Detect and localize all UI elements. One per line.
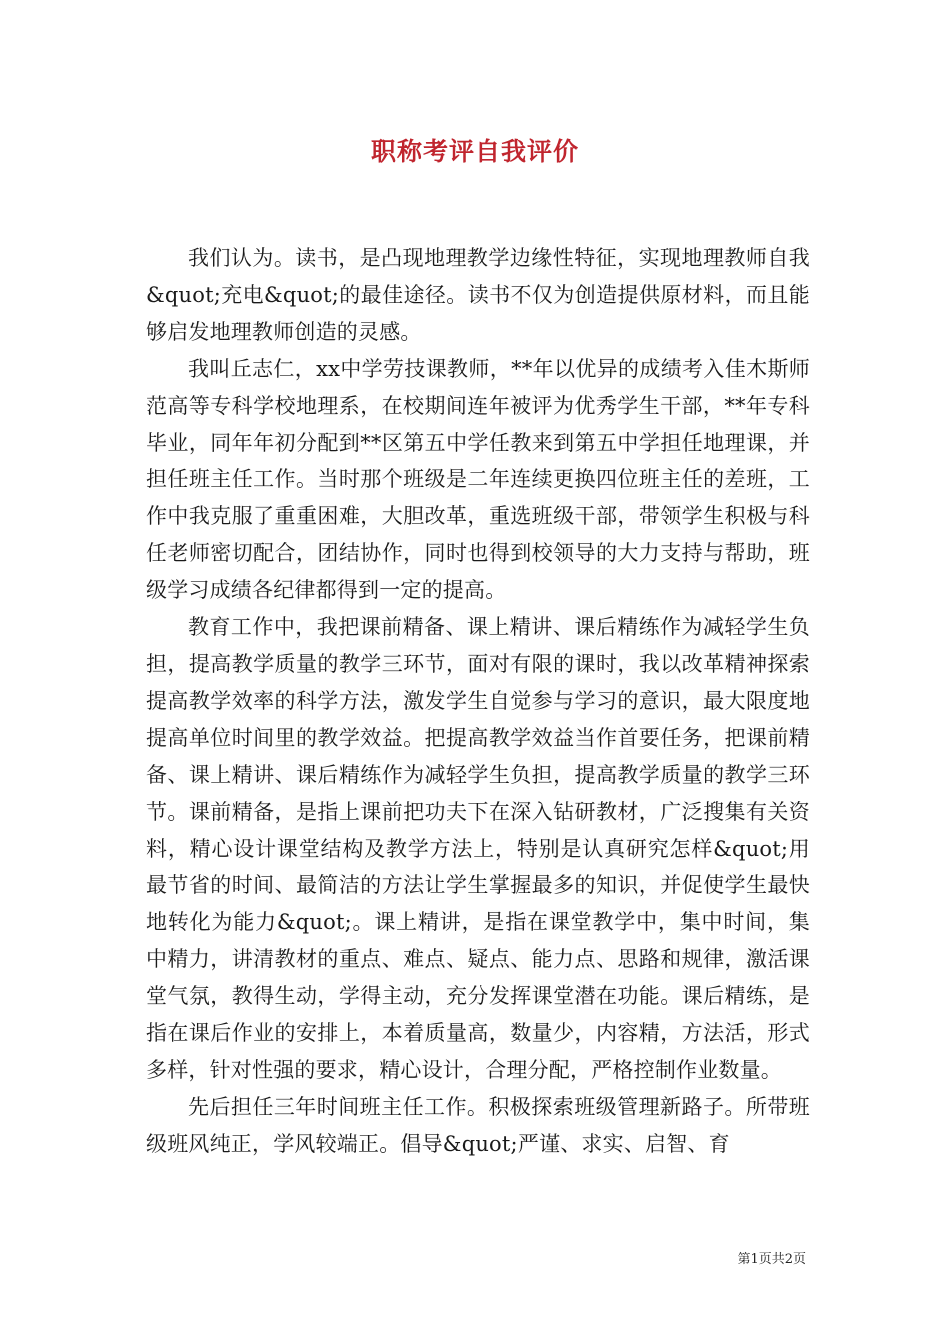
paragraph: 教育工作中，我把课前精备、课上精讲、课后精练作为减轻学生负担，提高教学质量的教学三环节，面对有限的课时，我以改革精神探索提高教学效率的科学方法，激发学生自觉参与学习的意识，最大限度地提高单位时间里的教学效益。把提高教学效益当作首要任务，把课前精备、课上精讲、课后精练作为减轻学生负担，提高教学质量的教学三环节。课前精备，是指上课前把功夫下在深入钻研教材，广泛搜集有关资料，精心设计课堂结构及教学方法上，特别是认真研究怎样&quot;用最节省的时间、最简洁的方法让学生掌握最多的知识，并促使学生最快地转化为能力&quot;。课上精讲，是指在课堂教学中，集中时间，集中精力，讲清教材的重点、难点、疑点、能力点、思路和规律，激活课堂气氛，教得生动，学得主动，充分发挥课堂潜在功能。课后精练，是指在课后作业的安排上，本着质量高，数量少，内容精，方法活，形式多样，针对性强的要求，精心设计，合理分配，严格控制作业数量。 (146, 615, 810, 1082)
paragraph: 先后担任三年时间班主任工作。积极探索班级管理新路子。所带班级班风纯正，学风较端正。倡导&quot;严谨、求实、启智、育 (146, 1094, 810, 1156)
page-number-footer: 第1页共2页 (737, 1252, 806, 1267)
paragraph: 我们认为。读书，是凸现地理教学边缘性特征，实现地理教师自我&quot;充电&quot;的最佳途径。读书不仅为创造提供原材料，而且能够启发地理教师创造的灵感。 (146, 246, 810, 344)
document-title: 职称考评自我评价 (370, 137, 579, 166)
document-body (146, 240, 810, 1163)
paragraph: 我叫丘志仁，xx中学劳技课教师，**年以优异的成绩考入佳木斯师范高等专科学校地理系，在校期间连年被评为优秀学生干部，**年专科毕业，同年年初分配到**区第五中学任教来到第五中学担任地理课，并担任班主任工作。当时那个班级是二年连续更换四位班主任的差班，工作中我克服了重重困难，大胆改革，重选班级干部，带领学生积极与科任老师密切配合，团结协作，同时也得到校领导的大力支持与帮助，班级学习成绩各纪律都得到一定的提高。 (146, 356, 810, 603)
